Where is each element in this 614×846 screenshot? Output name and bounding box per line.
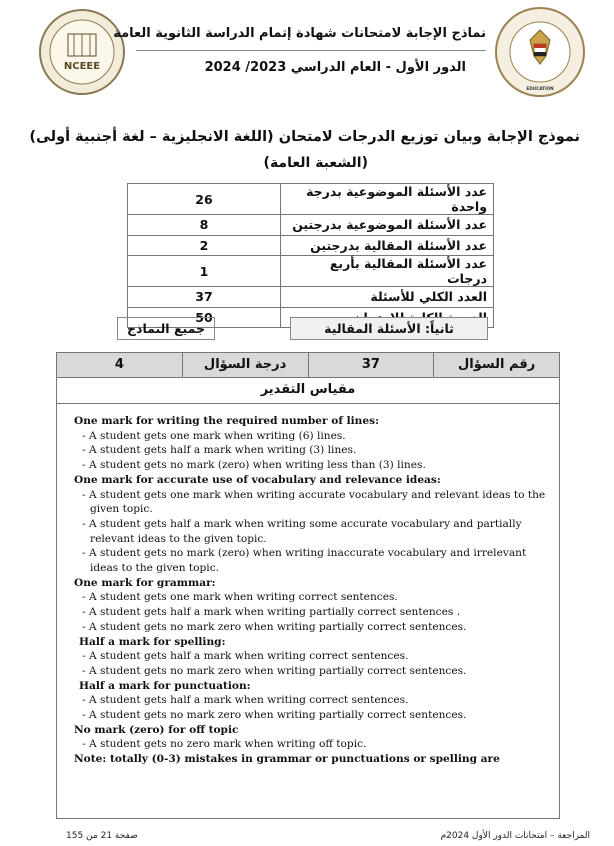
rubric-heading: Half a mark for spelling: — [79, 635, 226, 648]
row-label: عدد الأسئلة الموضوعية بدرجتين — [281, 215, 494, 236]
row-label: عدد الأسئلة المقالية بأربع درجات — [281, 256, 494, 287]
all-models-box: جميع النماذج — [117, 317, 215, 340]
list-item: - A student gets one mark when writing correct sentences. — [82, 591, 398, 604]
document-subtitle: (الشعبة العامة) — [263, 155, 368, 171]
rubric-heading: One mark for grammar: — [74, 576, 216, 589]
rubric-heading: Half a mark for punctuation: — [79, 679, 251, 692]
rubric-heading: One mark for accurate use of vocabulary and relevance ideas: — [74, 473, 441, 486]
question-number-value: 37 — [308, 353, 434, 377]
table-row — [128, 184, 494, 215]
question-score-value: 4 — [114, 357, 124, 372]
table-row — [128, 287, 494, 308]
list-item: - A student gets half a mark when writing partially correct sentences . — [82, 606, 461, 619]
page-number: صفحة 21 من 155 — [66, 831, 138, 841]
table-row — [128, 215, 494, 236]
list-item: - A student gets no zero mark when writing off topic. — [82, 738, 367, 751]
list-item: - A student gets no mark zero when writing partially correct sentences. — [82, 664, 467, 677]
footer-title: المراجعة – امتحانات الدور الأول 2024م — [440, 831, 590, 841]
ministry-logo — [494, 6, 586, 98]
list-item: - A student gets half a mark when writing correct sentences. — [82, 650, 409, 663]
list-item: - A student gets half a mark when writing (3) lines. — [82, 444, 357, 457]
svg-text:NCEEE: NCEEE — [63, 61, 101, 72]
table-row — [128, 256, 494, 287]
rubric-heading: No mark (zero) for off topic — [74, 723, 239, 736]
row-label: العدد الكلي للأسئلة — [281, 287, 494, 308]
section-label: ثانياً: الأسئلة المقالية — [290, 317, 488, 340]
list-item: - A student gets one mark when writing (6) lines. — [82, 429, 346, 442]
list-item: - A student gets no mark zero when writing partially correct sentences. — [82, 709, 467, 722]
question-bar — [56, 352, 560, 378]
list-item: - A student gets one mark when writing accurate vocabulary and relevant ideas to the given topic. — [82, 488, 546, 516]
row-value: 37 — [128, 287, 281, 308]
question-number-label: رقم السؤال — [433, 353, 559, 377]
document-title: نموذج الإجابة وبيان توزيع الدرجات لامتحان (اللغة الانجليزية – لغة أجنبية أولى) — [29, 129, 580, 145]
nceee-logo — [38, 8, 126, 96]
row-value: 26 — [128, 184, 281, 215]
list-item: - A student gets half a mark when writing correct sentences. — [82, 694, 409, 707]
row-label: عدد الأسئلة الموضوعية بدرجة واحدة — [281, 184, 494, 215]
header-divider — [136, 50, 486, 51]
rubric-box — [56, 404, 560, 819]
row-value: 8 — [128, 215, 281, 236]
list-item: - A student gets no mark (zero) when writing less than (3) lines. — [82, 459, 426, 472]
header-title: نماذج الإجابة لامتحانات شهادة إتمام الدراسة الثانوية العامة — [113, 26, 486, 41]
row-value: 2 — [128, 235, 281, 256]
svg-text:EDUCATION: EDUCATION — [526, 86, 554, 91]
header-session: الدور الأول - العام الدراسي 2023/ 2024 — [204, 60, 466, 75]
list-item: - A student gets no mark zero when writing partially correct sentences. — [82, 620, 467, 633]
table-row — [128, 235, 494, 256]
row-value: 1 — [128, 256, 281, 287]
scale-title: مقياس التقدير — [56, 377, 560, 404]
row-value: 50 — [128, 307, 281, 328]
rubric-note: Note: totally (0-3) mistakes in grammar or punctuations or spelling are — [74, 753, 500, 766]
row-label: عدد الأسئلة المقالية بدرجتين — [281, 235, 494, 256]
question-score-label: درجة السؤال — [182, 353, 308, 377]
summary-table — [127, 183, 494, 328]
list-item: - A student gets no mark (zero) when writing inaccurate vocabulary and irrelevant ideas to the given topic. — [82, 547, 527, 575]
list-item: - A student gets half a mark when writing some accurate vocabulary and partially relevant ideas to the given topic. — [82, 517, 522, 545]
rubric-heading: One mark for writing the required number of lines: — [74, 415, 379, 427]
